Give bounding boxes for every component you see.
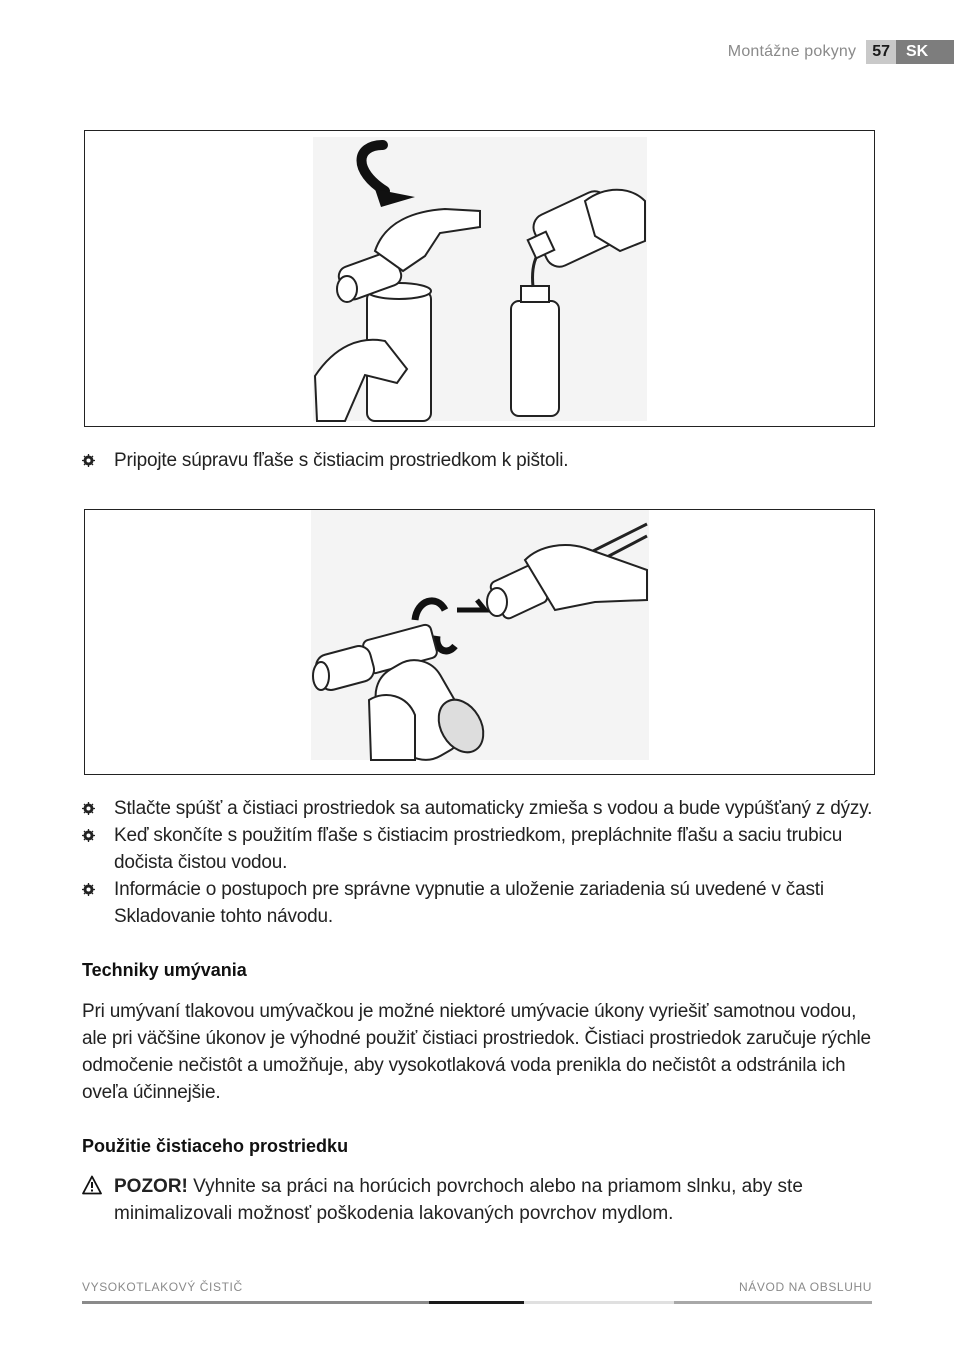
section-heading-detergent-use: Použitie čistiaceho prostriedku bbox=[82, 1136, 349, 1156]
gear-bullet-icon bbox=[82, 454, 95, 467]
figure-gun-attachment bbox=[84, 509, 875, 775]
footer-bar-segment bbox=[429, 1301, 524, 1304]
footer-manual-name: NÁVOD NA OBSLUHU bbox=[739, 1280, 872, 1294]
instruction-list-mid bbox=[82, 795, 882, 930]
footer-product-name: VYSOKOTLAKOVÝ ČISTIČ bbox=[82, 1280, 243, 1294]
section-heading-washing-techniques: Techniky umývania bbox=[82, 960, 247, 980]
list-item: Keď skončíte s použitím fľaše s čistiacim prostriedkom, prepláchnite fľašu a saciu trubicu dočista čistou vodou. bbox=[82, 822, 882, 876]
footer-bar-segment bbox=[524, 1301, 674, 1304]
gun-attachment-illustration bbox=[85, 510, 874, 774]
list-item: Informácie o postupoch pre správne vypnutie a uloženie zariadenia sú uvedené v časti Skladovanie tohto návodu. bbox=[82, 876, 882, 930]
footer-bar-segment bbox=[674, 1301, 872, 1304]
warning-text: POZOR! Vyhnite sa práci na horúcich povrchoch alebo na priamom slnku, aby ste minimalizovali možnosť poškodenia lakovaných povrchov mydlom. bbox=[114, 1176, 803, 1224]
list-item: Pripojte súpravu fľaše s čistiacim prostriedkom k pištoli. bbox=[82, 447, 882, 474]
footer-bar-segment bbox=[82, 1301, 429, 1304]
section-paragraph-washing-techniques: Pri umývaní tlakovou umývačkou je možné niektoré umývacie úkony vyriešiť samotnou vodou, ale pri väčšine úkonov je výhodné použiť čistiaci prostriedok. Čistiaci prostriedok zaručuje rýchle odmočenie nečistôt a umožňuje, aby vysokotlaková voda prenikla do nečistôt a odstránila ich oveľa účinnejšie. bbox=[82, 1001, 871, 1103]
warning-note bbox=[82, 1173, 882, 1227]
figure-bottle-assembly bbox=[84, 130, 875, 427]
instruction-list-top bbox=[82, 447, 882, 474]
gear-bullet-icon bbox=[82, 829, 95, 842]
list-item: Stlačte spúšť a čistiaci prostriedok sa automaticky zmieša s vodou a bude vypúšťaný z dýzy. bbox=[82, 795, 882, 822]
warning-triangle-icon bbox=[82, 1175, 102, 1195]
language-code: SK bbox=[896, 40, 954, 64]
gear-bullet-icon bbox=[82, 883, 95, 896]
page-number: 57 bbox=[866, 40, 896, 64]
bottle-assembly-illustration bbox=[85, 131, 874, 426]
page-header bbox=[728, 40, 954, 64]
gear-bullet-icon bbox=[82, 802, 95, 815]
warning-label: POZOR! bbox=[114, 1176, 188, 1197]
section-title: Montážne pokyny bbox=[727, 43, 857, 60]
